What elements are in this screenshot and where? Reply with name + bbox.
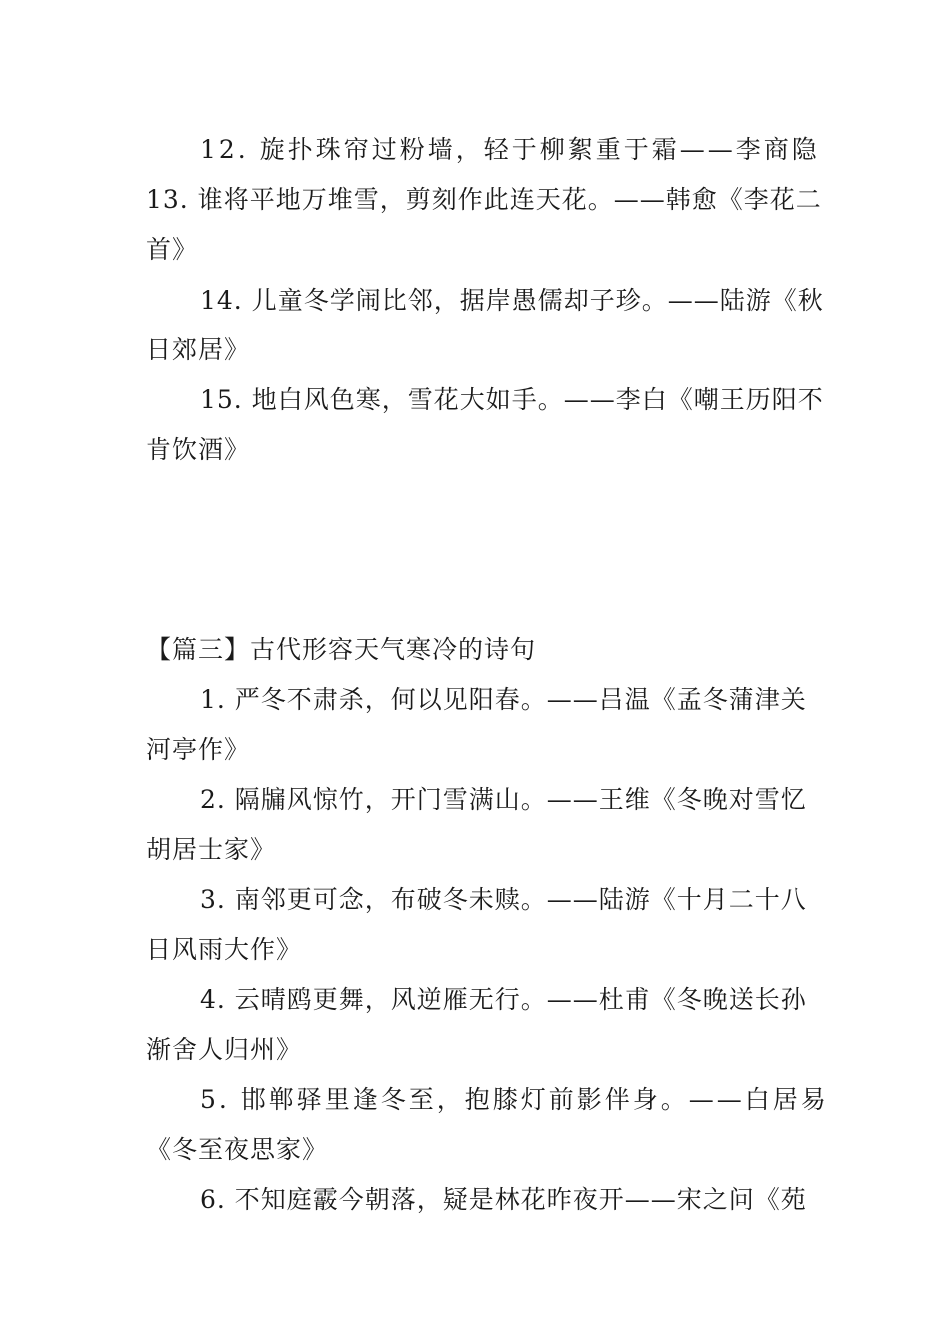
poem-line-continuation: 渐舍人归州》 (146, 1035, 303, 1064)
poem-line-continuation: 《冬至夜思家》 (146, 1135, 329, 1164)
poem-line-continuation: 日郊居》 (146, 335, 251, 364)
poem-line: 5. 邯郸驿里逢冬至，抱膝灯前影伴身。——白居易 (200, 1085, 829, 1114)
poem-line: 15. 地白风色寒，雪花大如手。——李白《嘲王历阳不 (200, 385, 824, 414)
poem-line-continuation: 胡居士家》 (146, 835, 277, 864)
poem-line-continuation: 肯饮酒》 (146, 435, 251, 464)
poem-line: 14. 儿童冬学闹比邻，据岸愚儒却子珍。——陆游《秋 (200, 286, 824, 315)
poem-line: 2. 隔牖风惊竹，开门雪满山。——王维《冬晚对雪忆 (200, 785, 807, 814)
poem-line-continuation: 日风雨大作》 (146, 935, 303, 964)
poem-line: 13. 谁将平地万堆雪，剪刻作此连天花。——韩愈《李花二 (146, 185, 822, 214)
poem-line: 12. 旋扑珠帘过粉墙，轻于柳絮重于霜——李商隐 (200, 135, 820, 164)
poem-line: 4. 云晴鸥更舞，风逆雁无行。——杜甫《冬晚送长孙 (200, 985, 807, 1014)
section-heading: 【篇三】古代形容天气寒冷的诗句 (146, 635, 537, 664)
poem-line: 1. 严冬不肃杀，何以见阳春。——吕温《孟冬蒲津关 (200, 685, 807, 714)
poem-line-continuation: 河亭作》 (146, 735, 251, 764)
poem-line-continuation: 首》 (146, 235, 199, 264)
poem-line: 6. 不知庭霰今朝落，疑是林花昨夜开——宋之问《苑 (200, 1185, 807, 1214)
poem-line: 3. 南邻更可念，布破冬未赎。——陆游《十月二十八 (200, 885, 807, 914)
